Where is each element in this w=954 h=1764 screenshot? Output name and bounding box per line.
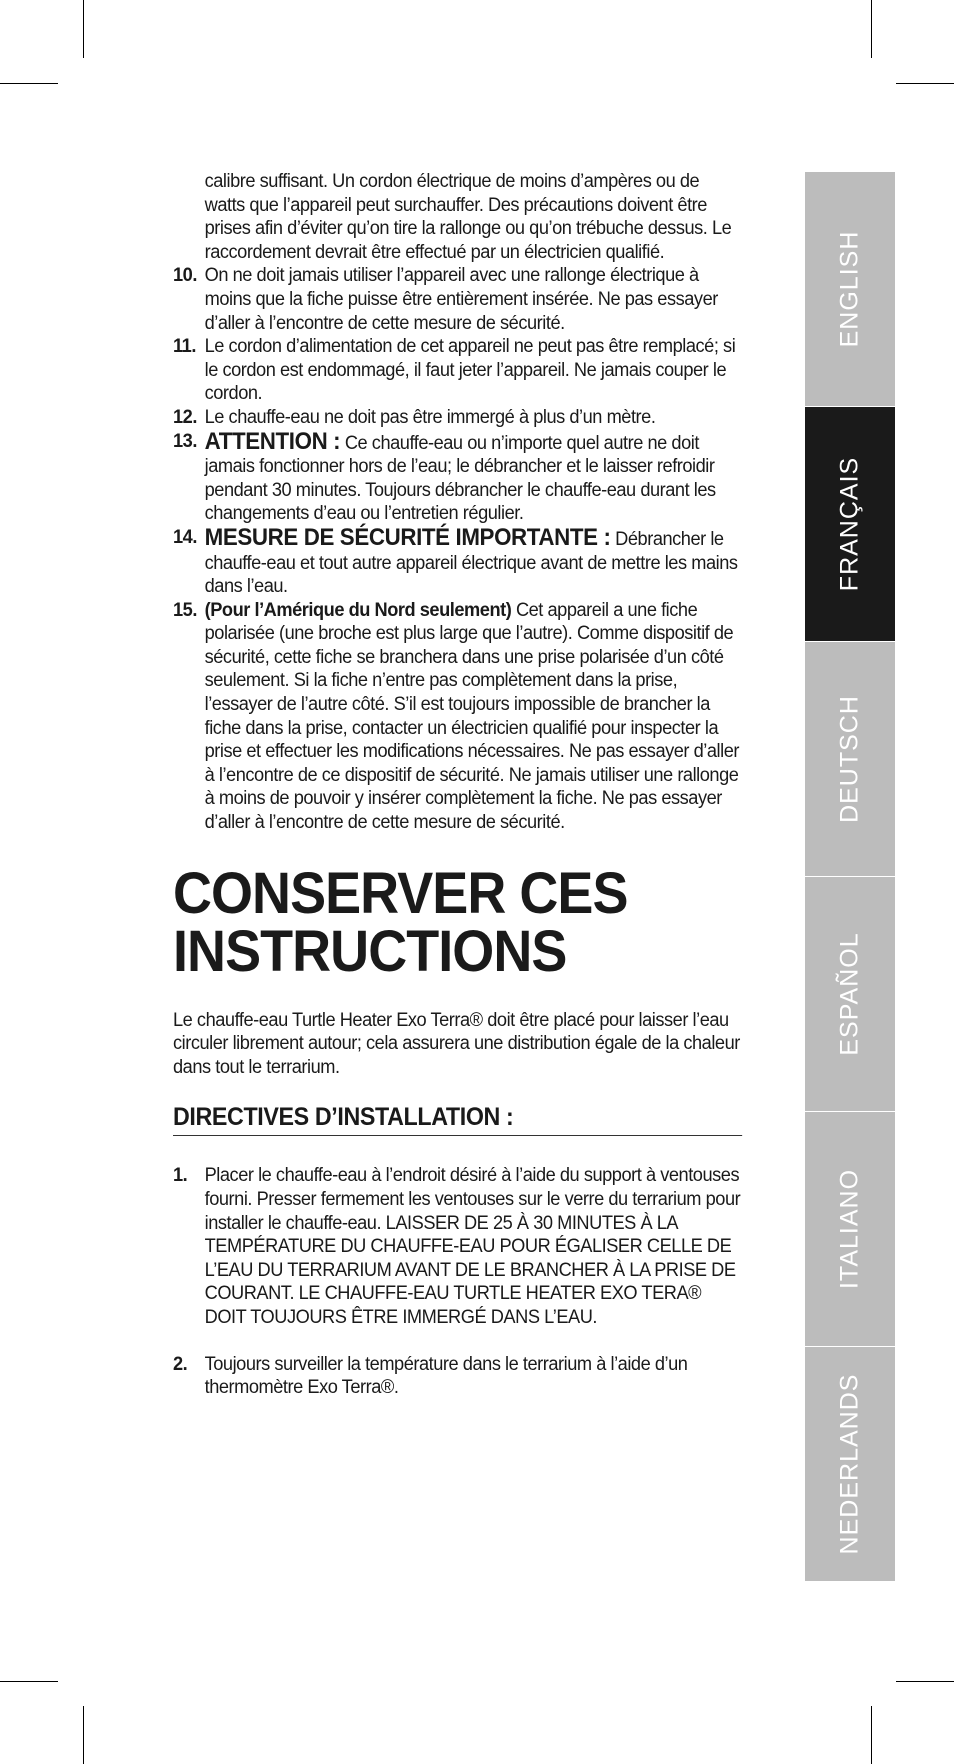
crop-mark — [896, 83, 954, 84]
directive-item-1 — [173, 1164, 742, 1329]
item-text: Ce chauffe-eau ou n’importe quel autre ne doit jamais fonctionner hors de l’eau; le débrancher et le laisser refroidir pendant 30 minutes. Toujours débrancher le chauffe-eau durant les changements d’eau ou l’entretien régulier. — [204, 431, 716, 525]
item-number: 10. — [173, 264, 197, 287]
heading-line-2: INSTRUCTIONS — [173, 918, 567, 984]
continuation-paragraph: calibre suffisant. Un cordon électrique de moins d’ampères ou de watts que l’appareil peut surchauffer. Des précautions doivent être prises afin d’éviter qu’on tire la rallonge ou qu’on trébuche dessus. Le raccordement devrait être effectué par un électricien qualifié. — [204, 170, 732, 263]
tab-label: ESPAÑOL — [835, 932, 864, 1056]
item-number: 15. — [173, 598, 197, 621]
safety-item-12 — [173, 406, 742, 430]
crop-mark — [896, 1681, 954, 1682]
tab-english[interactable] — [805, 172, 895, 407]
intro-paragraph: Le chauffe-eau Turtle Heater Exo Terra® doit être placé pour laisser l’eau circuler librement autour; cela assurera une distribution égale de la chaleur dans tout le terrarium. — [173, 1008, 740, 1078]
item-number: 13. — [173, 429, 197, 452]
tab-nederlands[interactable] — [805, 1347, 895, 1582]
tab-deutsch[interactable] — [805, 642, 895, 877]
directive-item-2 — [173, 1353, 742, 1400]
item-text: Placer le chauffe-eau à l’endroit désiré à l’aide du support à ventouses fourni. Presser fermement les ventouses sur le verre du terrarium pour installer le chauffe-eau. LAISSER DE 25 À 30 MINUTES À LA TEMPÉRATURE DU CHAUFFE-EAU POUR ÉGALISER CELLE DE L’EAU DU TERRARIUM AVANT DE LE BRANCHER À LA PRISE DE COURANT. LE CHAUFFE-EAU TURTLE HEATER EXO TERA® DOIT TOUJOURS ÊTRE IMMERGÉ DANS L’EAU. — [204, 1164, 741, 1328]
tab-label: ENGLISH — [835, 230, 864, 348]
safety-item-15 — [173, 599, 742, 835]
document-body — [173, 170, 742, 1423]
safety-item-14 — [173, 523, 742, 599]
crop-mark — [0, 1681, 58, 1682]
item-number: 12. — [173, 405, 197, 428]
item-lead: MESURE DE SÉCURITÉ IMPORTANTE : — [204, 523, 611, 551]
tab-francais[interactable] — [805, 407, 895, 642]
page-heading — [173, 860, 742, 984]
crop-mark — [871, 0, 872, 58]
item-text: Le cordon d’alimentation de cet appareil ne peut pas être remplacé; si le cordon est endommagé, il faut jeter l’appareil. Ne jamais couper le cordon. — [204, 335, 736, 405]
item-text: Toujours surveiller la température dans le terrarium à l’aide d’un thermomètre Exo Terra®. — [204, 1352, 688, 1399]
crop-mark — [83, 1706, 84, 1764]
item-number: 2. — [173, 1352, 188, 1375]
heading-line-1: CONSERVER CES — [173, 860, 628, 926]
crop-mark — [0, 83, 58, 84]
safety-item-10 — [173, 264, 742, 335]
safety-item-13 — [173, 427, 742, 526]
item-number: 14. — [173, 525, 197, 548]
tab-espanol[interactable] — [805, 877, 895, 1112]
item-text: Débrancher le chauffe-eau et tout autre appareil électrique avant de mettre les mains dans l’eau. — [204, 527, 738, 598]
tab-label: NEDERLANDS — [835, 1373, 864, 1555]
item-number: 1. — [173, 1164, 188, 1187]
tab-label: DEUTSCH — [835, 695, 864, 823]
item-text: Le chauffe-eau ne doit pas être immergé à plus d’un mètre. — [204, 405, 656, 428]
safety-item-11 — [173, 335, 742, 406]
item-lead: ATTENTION : — [204, 427, 341, 455]
crop-mark — [83, 0, 84, 58]
item-number: 11. — [173, 335, 196, 358]
crop-mark — [871, 1706, 872, 1764]
item-lead: (Pour l’Amérique du Nord seulement) — [204, 598, 512, 621]
tab-label: FRANÇAIS — [835, 456, 864, 592]
item-text: Cet appareil a une fiche polarisée (une broche est plus large que l’autre). Comme dispositif de sécurité, cette fiche se branchera dans une prise polarisée d’un côté seulement. Si la fiche n’entre pas complètement dans la prise, l’essayer de l’autre côté. S’il est toujours impossible de brancher la fiche dans la prise, contacter un électricien qualifié pour inspecter la prise et effectuer les modifications nécessaires. Ne pas essayer d’aller à l’encontre de ce dispositif de sécurité. Ne jamais utiliser une rallonge à moins de pouvoir y insérer complètement la fiche. Ne pas essayer d’aller à l’encontre de cette mesure de sécurité. — [204, 598, 740, 834]
language-tabs — [805, 172, 895, 1592]
item-text: On ne doit jamais utiliser l’appareil avec une rallonge électrique à moins que la fiche puisse être entièrement insérée. Ne pas essayer d’aller à l’encontre de cette mesure de sécurité. — [204, 264, 718, 334]
tab-italiano[interactable] — [805, 1112, 895, 1347]
tab-label: ITALIANO — [835, 1168, 864, 1290]
installation-subheading: DIRECTIVES D’INSTALLATION : — [173, 1101, 742, 1136]
